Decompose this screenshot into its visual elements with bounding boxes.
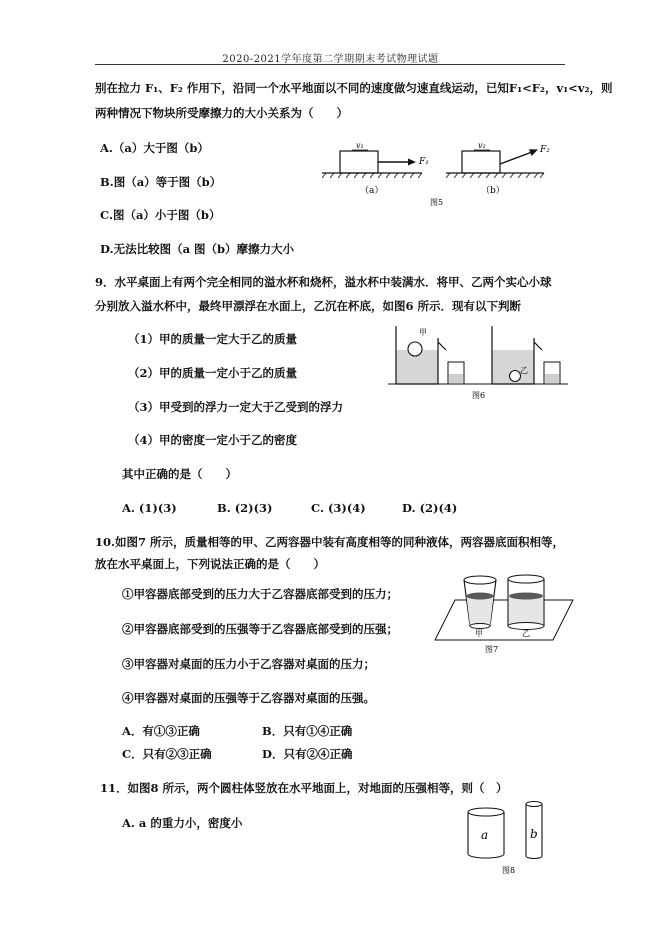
q10-item-4: ④甲容器对桌面的压强等于乙容器对桌面的压强。 xyxy=(122,691,375,705)
q9-item-1: （1）甲的质量一定大于乙的质量 xyxy=(128,332,297,346)
q9-item-2: （2）甲的质量一定小于乙的质量 xyxy=(128,366,297,380)
beaker-left-water xyxy=(449,374,463,383)
label-v2: v₂ xyxy=(478,141,486,150)
q9-item-4: （4）甲的密度一定小于乙的密度 xyxy=(128,433,297,447)
liquid-yi xyxy=(509,596,543,626)
q9-option-b: B. (2)(3) xyxy=(217,501,273,515)
q10-option-b: B．只有①④正确 xyxy=(262,724,353,738)
q10-item-1: ①甲容器底部受到的压力大于乙容器底部受到的压力； xyxy=(122,587,398,601)
cylinder-a-base xyxy=(468,854,504,858)
label-container-jia: 甲 xyxy=(475,629,483,638)
block-b xyxy=(462,151,500,173)
arrowhead-f2 xyxy=(529,149,538,156)
figure-7-caption: 图7 xyxy=(485,645,499,654)
label-container-yi: 乙 xyxy=(522,629,530,638)
block-a xyxy=(340,151,378,173)
label-cylinder-a: a xyxy=(481,828,489,842)
ground-hatch-b xyxy=(446,173,544,178)
figure-5-caption: 图5 xyxy=(430,198,444,207)
q9-option-a: A. (1)(3) xyxy=(122,501,177,515)
figure-6-caption: 图6 xyxy=(472,391,486,400)
spout-right xyxy=(534,342,542,350)
q11-option-a: A. a 的重力小，密度小 xyxy=(122,816,243,830)
figure-7 xyxy=(435,572,575,654)
label-f1: F₁ xyxy=(419,157,429,167)
header-rule xyxy=(95,64,565,65)
q9-option-c: C. (3)(4) xyxy=(311,501,366,515)
ball-yi xyxy=(510,371,521,382)
label-cylinder-b: b xyxy=(530,827,538,841)
q9-stem-line1: 9．水平桌面上有两个完全相同的溢水杯和烧杯，溢水杯中装满水．将甲、乙两个实心小球 xyxy=(95,275,552,289)
spout-left xyxy=(438,342,446,350)
q8-option-c: C.图（a）小于图（b） xyxy=(100,208,221,222)
figure-8-caption: 图8 xyxy=(502,866,516,875)
container-jia-rim xyxy=(464,576,496,584)
q8-option-d: D.无法比较图（a 图（b）摩擦力大小 xyxy=(100,242,295,256)
q10-option-d: D．只有②④正确 xyxy=(262,747,353,761)
beaker-right-water xyxy=(545,374,559,383)
q8-stem-line2: 两种情况下物块所受摩擦力的大小关系为（ ） xyxy=(95,106,348,120)
force-arrow-f2 xyxy=(500,152,532,164)
label-v1: v₁ xyxy=(356,141,364,150)
label-b: （b） xyxy=(481,186,505,196)
label-jia: 甲 xyxy=(419,328,427,337)
figure-8 xyxy=(462,798,562,880)
q10-item-2: ②甲容器底部受到的压强等于乙容器底部受到的压强； xyxy=(122,622,398,636)
q8-stem-line1: 别在拉力 F₁、F₂ 作用下，沿同一个水平地面以不同的速度做匀速直线运动，已知F₁<F₂，v₁<v₂，则 xyxy=(95,81,613,95)
label-a: （a） xyxy=(360,186,384,196)
container-yi-rim xyxy=(508,575,544,583)
q9-prompt: 其中正确的是（ ） xyxy=(122,467,237,481)
q10-option-c: C．只有②③正确 xyxy=(122,747,212,761)
label-yi: 乙 xyxy=(520,366,528,375)
ground-hatch-a xyxy=(322,173,422,178)
q10-item-3: ③甲容器对桌面的压力小于乙容器对桌面的压力； xyxy=(122,657,375,671)
cylinder-b-top xyxy=(526,802,542,807)
figure-6 xyxy=(388,320,568,405)
q10-stem-line2: 放在水平桌面上，下列说法正确的是（ ） xyxy=(95,557,325,571)
cylinder-a-top xyxy=(468,808,504,816)
liquid-yi-surface xyxy=(509,593,543,600)
q9-stem-line2: 分别放入溢水杯中，最终甲漂浮在水面上，乙沉在杯底，如图6 所示．现有以下判断 xyxy=(95,299,522,313)
label-f2: F₂ xyxy=(540,145,550,155)
figure-5 xyxy=(318,140,568,210)
q8-option-b: B.图（a）等于图（b） xyxy=(100,175,222,189)
tabletop xyxy=(435,600,573,640)
ball-jia xyxy=(408,342,422,356)
liquid-jia xyxy=(467,596,494,626)
liquid-jia-surface xyxy=(467,593,494,600)
page-header: 2020-2021学年度第二学期期末考试物理试题 xyxy=(222,54,439,65)
q8-option-a: A.（a）大于图（b） xyxy=(100,141,209,155)
q9-item-3: （3）甲受到的浮力一定大于乙受到的浮力 xyxy=(128,400,343,414)
arrowhead-f1 xyxy=(408,159,416,166)
cylinder-b-base xyxy=(526,856,542,859)
container-jia-base xyxy=(470,624,490,629)
q10-option-a: A．有①③正确 xyxy=(122,724,200,738)
q9-option-d: D. (2)(4) xyxy=(402,501,458,515)
q11-stem: 11．如图8 所示，两个圆柱体竖放在水平地面上，对地面的压强相等，则（ ） xyxy=(100,781,508,795)
q10-stem-line1: 10.如图7 所示，质量相等的甲、乙两容器中装有高度相等的同种液体，两容器底面积相等， xyxy=(95,535,565,549)
